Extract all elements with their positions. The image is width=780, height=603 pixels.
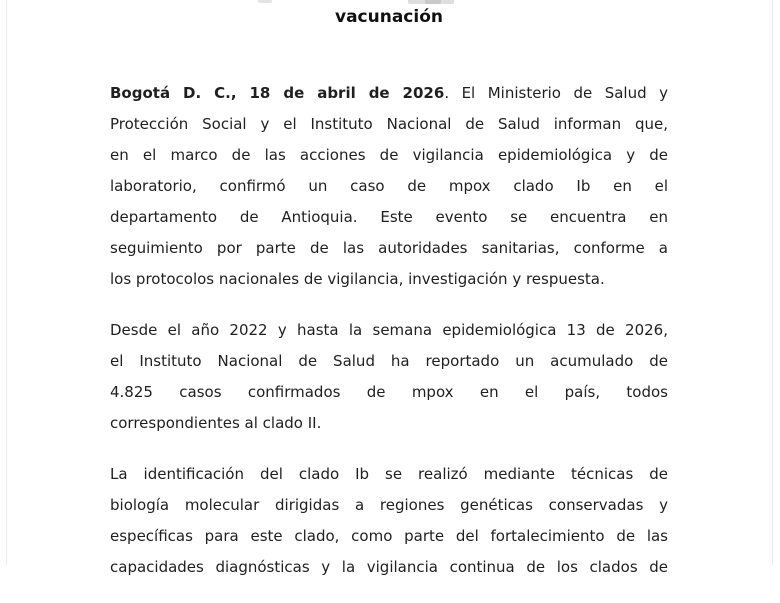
text-line	[110, 233, 668, 264]
text-line	[110, 315, 668, 346]
body-text: correspondientes al clado II.	[110, 414, 322, 432]
text-line	[110, 521, 668, 552]
text-line	[110, 377, 668, 408]
text-line	[110, 552, 668, 583]
body-text: . El Ministerio de Salud y	[444, 84, 668, 102]
body-text: biología molecular dirigidas a regiones genéticas conservadas y	[110, 496, 668, 514]
text-line	[110, 346, 668, 377]
text-line	[110, 490, 668, 521]
document-body	[110, 78, 668, 583]
text-line	[110, 202, 668, 233]
text-line	[110, 78, 668, 109]
body-text: los protocolos nacionales de vigilancia, investigación y respuesta.	[110, 270, 605, 288]
body-text: capacidades diagnósticas y la vigilancia continua de los clados de	[110, 558, 668, 576]
body-text: Desde el año 2022 y hasta la semana epidemiológica 13 de 2026,	[110, 321, 668, 339]
body-text: laboratorio, confirmó un caso de mpox clado Ib en el	[110, 177, 668, 195]
body-text: La identificación del clado Ib se realizó mediante técnicas de	[110, 465, 668, 483]
paragraph	[110, 459, 668, 583]
body-text: departamento de Antioquia. Este evento se encuentra en	[110, 208, 668, 226]
text-line	[110, 140, 668, 171]
body-text: Protección Social y el Instituto Nacional de Salud informan que,	[110, 115, 668, 133]
text-line	[110, 459, 668, 490]
document-heading: vacunación	[335, 7, 443, 27]
paragraph	[110, 315, 668, 439]
body-text: específicas para este clado, como parte del fortalecimiento de las	[110, 527, 668, 545]
document-content	[110, 0, 668, 603]
text-line	[110, 264, 668, 295]
body-text: 4.825 casos confirmados de mpox en el país, todos	[110, 383, 668, 401]
text-line	[110, 171, 668, 202]
text-line	[110, 109, 668, 140]
page-edge-right	[772, 0, 773, 565]
page-edge-left	[6, 0, 7, 565]
paragraph	[110, 78, 668, 295]
text-line	[110, 408, 668, 439]
body-text: el Instituto Nacional de Salud ha reportado un acumulado de	[110, 352, 668, 370]
body-text: en el marco de las acciones de vigilancia epidemiológica y de	[110, 146, 668, 164]
body-text: seguimiento por parte de las autoridades sanitarias, conforme a	[110, 239, 668, 257]
dateline-bold-text: Bogotá D. C., 18 de abril de 2026	[110, 84, 445, 102]
